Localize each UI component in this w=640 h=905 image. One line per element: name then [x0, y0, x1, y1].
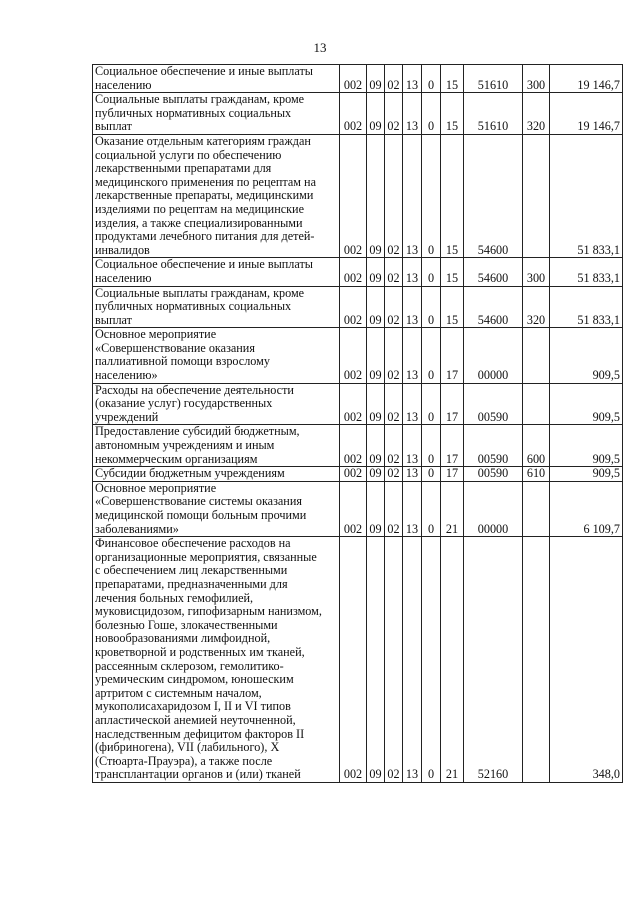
table-row: [93, 258, 623, 286]
subsection-code: 02: [385, 93, 403, 135]
row-name: Оказание отдельным категориям граждан социальной услуги по обеспечению лекарственными препаратами для медицинского применения по рецептам на лекарственные препараты, медицинскими изделиями по рецептам на медицинские изделия, а также специализированными продуктами лечебного питания для детей- инвалидов: [93, 134, 340, 257]
program-code: 13: [403, 286, 422, 328]
subprogram-code: 0: [422, 481, 441, 536]
row-name: Расходы на обеспечение деятельности (оказание услуг) государственных учреждений: [93, 383, 340, 425]
table-row: [93, 134, 623, 257]
expense-type-code: [523, 481, 550, 536]
subsection-code: 02: [385, 286, 403, 328]
section-code: 09: [367, 65, 385, 93]
subsection-code: 02: [385, 467, 403, 482]
amount: 19 146,7: [550, 65, 623, 93]
row-name: Субсидии бюджетным учреждениям: [93, 467, 340, 482]
ministry-code: 002: [340, 258, 367, 286]
row-name: Социальные выплаты гражданам, кроме публичных нормативных социальных выплат: [93, 93, 340, 135]
row-name: Финансовое обеспечение расходов на организационные мероприятия, связанные с обеспечением лиц лекарственными препаратами, предназначенными для лечения больных гемофилией, муковисцидозом, гипофизарным нанизмом, болезнью Гоше, злокачественными новообразованиями лимфоидной, кроветворной и родственных им тканей, рассеянным склерозом, гемолитико- уремическим синдромом, юношеским артритом с системным началом, мукополисахаридозом I, II и VI типов апластической анемией неуточненной, наследственным дефицитом факторов II (фибриногена), VII (лабильного), X (Стюарта-Прауэра), а также после трансплантации органов и (или) тканей: [93, 537, 340, 783]
ministry-code: 002: [340, 537, 367, 783]
subprogram-code: 0: [422, 383, 441, 425]
target-article-code: 00000: [464, 328, 523, 383]
row-name: Социальное обеспечение и иные выплаты населению: [93, 65, 340, 93]
ministry-code: 002: [340, 134, 367, 257]
subsection-code: 02: [385, 328, 403, 383]
direction-code: 15: [441, 134, 464, 257]
amount: 909,5: [550, 383, 623, 425]
ministry-code: 002: [340, 93, 367, 135]
subprogram-code: 0: [422, 328, 441, 383]
expense-type-code: [523, 134, 550, 257]
target-article-code: 00590: [464, 425, 523, 467]
program-code: 13: [403, 467, 422, 482]
section-code: 09: [367, 481, 385, 536]
ministry-code: 002: [340, 383, 367, 425]
direction-code: 21: [441, 537, 464, 783]
target-article-code: 51610: [464, 93, 523, 135]
table-row: [93, 537, 623, 783]
direction-code: 17: [441, 383, 464, 425]
expense-type-code: [523, 328, 550, 383]
program-code: 13: [403, 258, 422, 286]
direction-code: 21: [441, 481, 464, 536]
ministry-code: 002: [340, 65, 367, 93]
table-row: [93, 467, 623, 482]
program-code: 13: [403, 93, 422, 135]
direction-code: 17: [441, 425, 464, 467]
amount: 909,5: [550, 467, 623, 482]
section-code: 09: [367, 383, 385, 425]
expense-type-code: 300: [523, 258, 550, 286]
section-code: 09: [367, 328, 385, 383]
direction-code: 15: [441, 93, 464, 135]
row-name: Предоставление субсидий бюджетным, автономным учреждениям и иным некоммерческим организациям: [93, 425, 340, 467]
amount: 348,0: [550, 537, 623, 783]
section-code: 09: [367, 425, 385, 467]
direction-code: 15: [441, 65, 464, 93]
subprogram-code: 0: [422, 258, 441, 286]
target-article-code: 54600: [464, 258, 523, 286]
row-name: Основное мероприятие «Совершенствование оказания паллиативной помощи взрослому населению»: [93, 328, 340, 383]
table-row: [93, 481, 623, 536]
subsection-code: 02: [385, 425, 403, 467]
program-code: 13: [403, 481, 422, 536]
subprogram-code: 0: [422, 93, 441, 135]
amount: 909,5: [550, 425, 623, 467]
program-code: 13: [403, 383, 422, 425]
expense-type-code: 300: [523, 65, 550, 93]
program-code: 13: [403, 65, 422, 93]
amount: 909,5: [550, 328, 623, 383]
subsection-code: 02: [385, 383, 403, 425]
program-code: 13: [403, 425, 422, 467]
target-article-code: 54600: [464, 286, 523, 328]
subprogram-code: 0: [422, 286, 441, 328]
section-code: 09: [367, 537, 385, 783]
subprogram-code: 0: [422, 65, 441, 93]
table-row: [93, 383, 623, 425]
table-row: [93, 65, 623, 93]
amount: 19 146,7: [550, 93, 623, 135]
section-code: 09: [367, 134, 385, 257]
amount: 51 833,1: [550, 286, 623, 328]
section-code: 09: [367, 258, 385, 286]
subsection-code: 02: [385, 481, 403, 536]
target-article-code: 00590: [464, 383, 523, 425]
subsection-code: 02: [385, 258, 403, 286]
ministry-code: 002: [340, 467, 367, 482]
subprogram-code: 0: [422, 425, 441, 467]
expense-type-code: [523, 537, 550, 783]
expense-type-code: 610: [523, 467, 550, 482]
subprogram-code: 0: [422, 467, 441, 482]
row-name: Социальное обеспечение и иные выплаты населению: [93, 258, 340, 286]
budget-table-body: [93, 65, 623, 783]
direction-code: 17: [441, 328, 464, 383]
subsection-code: 02: [385, 65, 403, 93]
target-article-code: 52160: [464, 537, 523, 783]
subprogram-code: 0: [422, 134, 441, 257]
target-article-code: 54600: [464, 134, 523, 257]
section-code: 09: [367, 286, 385, 328]
direction-code: 15: [441, 258, 464, 286]
ministry-code: 002: [340, 328, 367, 383]
program-code: 13: [403, 537, 422, 783]
table-row: [93, 93, 623, 135]
expense-type-code: 600: [523, 425, 550, 467]
budget-table: [92, 64, 623, 783]
subsection-code: 02: [385, 537, 403, 783]
expense-type-code: 320: [523, 286, 550, 328]
expense-type-code: [523, 383, 550, 425]
section-code: 09: [367, 93, 385, 135]
subsection-code: 02: [385, 134, 403, 257]
ministry-code: 002: [340, 481, 367, 536]
expense-type-code: 320: [523, 93, 550, 135]
target-article-code: 51610: [464, 65, 523, 93]
page-number: 13: [313, 40, 327, 55]
amount: 51 833,1: [550, 134, 623, 257]
target-article-code: 00000: [464, 481, 523, 536]
subprogram-code: 0: [422, 537, 441, 783]
program-code: 13: [403, 134, 422, 257]
table-row: [93, 425, 623, 467]
table-row: [93, 286, 623, 328]
row-name: Социальные выплаты гражданам, кроме публичных нормативных социальных выплат: [93, 286, 340, 328]
target-article-code: 00590: [464, 467, 523, 482]
section-code: 09: [367, 467, 385, 482]
amount: 6 109,7: [550, 481, 623, 536]
program-code: 13: [403, 328, 422, 383]
amount: 51 833,1: [550, 258, 623, 286]
row-name: Основное мероприятие «Совершенствование системы оказания медицинской помощи больным прочими заболеваниями»: [93, 481, 340, 536]
direction-code: 17: [441, 467, 464, 482]
ministry-code: 002: [340, 286, 367, 328]
ministry-code: 002: [340, 425, 367, 467]
table-row: [93, 328, 623, 383]
direction-code: 15: [441, 286, 464, 328]
